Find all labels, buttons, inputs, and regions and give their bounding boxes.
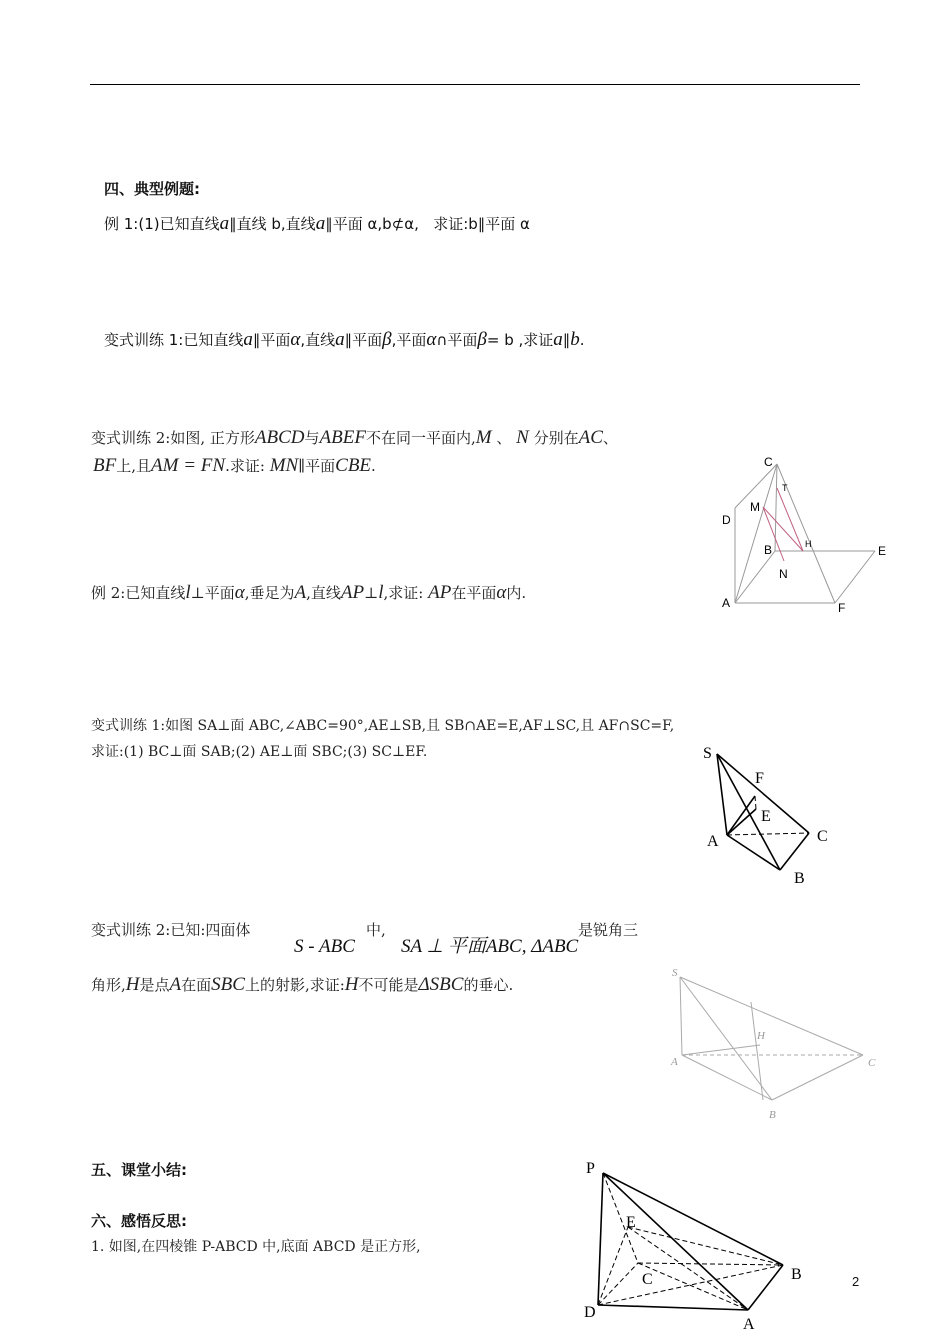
variation-4-zhong: 中, xyxy=(366,921,386,939)
fig4-label-C: C xyxy=(642,1271,653,1288)
fig1-label-F: F xyxy=(838,601,846,615)
fig1-label-N: N xyxy=(779,567,788,581)
fig1-label-C: C xyxy=(764,455,773,469)
fig1-label-D: D xyxy=(722,513,731,527)
fig2-label-B: B xyxy=(794,870,805,887)
fig1-label-M: M xyxy=(750,500,760,514)
header-rule xyxy=(90,84,860,85)
fig2-label-A: A xyxy=(707,833,719,850)
fig4-label-D: D xyxy=(584,1304,596,1321)
fig3-label-S: S xyxy=(672,967,678,979)
fig4-label-P: P xyxy=(586,1160,595,1177)
fig1-label-A: A xyxy=(722,596,731,610)
fig2-label-E: E xyxy=(761,808,771,825)
fig3-label-A: A xyxy=(671,1056,678,1068)
section-title-examples: 四、典型例题: xyxy=(104,180,200,198)
variation-3-line1: 变式训练 1:如图 SA⊥面 ABC,∠ABC=90°,AE⊥SB,且 SB∩AE=E,AF⊥SC,且 AF∩SC=F, xyxy=(91,718,675,734)
fig4-label-A: A xyxy=(743,1316,755,1333)
section-title-summary: 五、课堂小结: xyxy=(91,1161,187,1179)
figure-square-planes xyxy=(715,450,895,620)
variation-1: 变式训练 1:已知直线a∥平面α,直线a∥平面β,平面α∩平面β= b ,求证a∥b. xyxy=(104,329,585,350)
fig3-label-B: B xyxy=(769,1109,776,1121)
example-2: 例 2:已知直线l⊥平面α,垂足为A,直线AP⊥l,求证: AP在平面α内. xyxy=(91,582,527,603)
variation-3-line2: 求证:(1) BC⊥面 SAB;(2) AE⊥面 SBC;(3) SC⊥EF. xyxy=(91,744,428,760)
figure-pyramid-pabcd xyxy=(578,1155,818,1344)
fig4-label-B: B xyxy=(791,1266,802,1283)
variation-4-acute: 是锐角三 xyxy=(578,921,639,939)
variation-4-line1-text: 变式训练 2:已知:四面体 xyxy=(91,921,251,939)
fig3-label-C: C xyxy=(868,1057,876,1069)
fig2-label-F: F xyxy=(755,770,764,787)
fig1-label-T: T xyxy=(782,483,788,493)
variation-2-line2: BF上,且AM = FN.求证: MN∥平面CBE. xyxy=(93,455,376,476)
fig2-label-S: S xyxy=(703,745,712,762)
variation-4-line2: 角形,H是点A在面SBC上的射影,求证:H不可能是ΔSBC的垂心. xyxy=(91,974,514,995)
variation-4-sabc: S - ABC xyxy=(294,936,355,957)
fig1-label-H: H xyxy=(805,539,812,549)
variation-4-condition: SA ⊥ 平面ABC, ΔABC xyxy=(401,936,579,957)
example-1: 例 1:(1)已知直线a∥直线 b,直线a∥平面 α,b⊄α, 求证:b∥平面 α xyxy=(104,213,530,234)
fig1-label-E: E xyxy=(878,544,887,558)
page-number: 2 xyxy=(852,1274,860,1289)
question-1: 1. 如图,在四棱锥 P-ABCD 中,底面 ABCD 是正方形, xyxy=(91,1239,421,1255)
figure-tetra-sabc xyxy=(698,740,848,890)
fig4-label-E: E xyxy=(626,1214,636,1231)
figure-tetra-orthocenter xyxy=(665,962,885,1122)
fig3-label-H: H xyxy=(757,1030,765,1042)
fig2-label-C: C xyxy=(817,828,828,845)
variation-2-line1: 变式训练 2:如图, 正方形ABCD与ABEF不在同一平面内,M 、 N 分别在AC、 xyxy=(91,427,618,448)
section-title-reflection: 六、感悟反思: xyxy=(91,1212,187,1230)
fig1-label-B: B xyxy=(764,543,773,557)
